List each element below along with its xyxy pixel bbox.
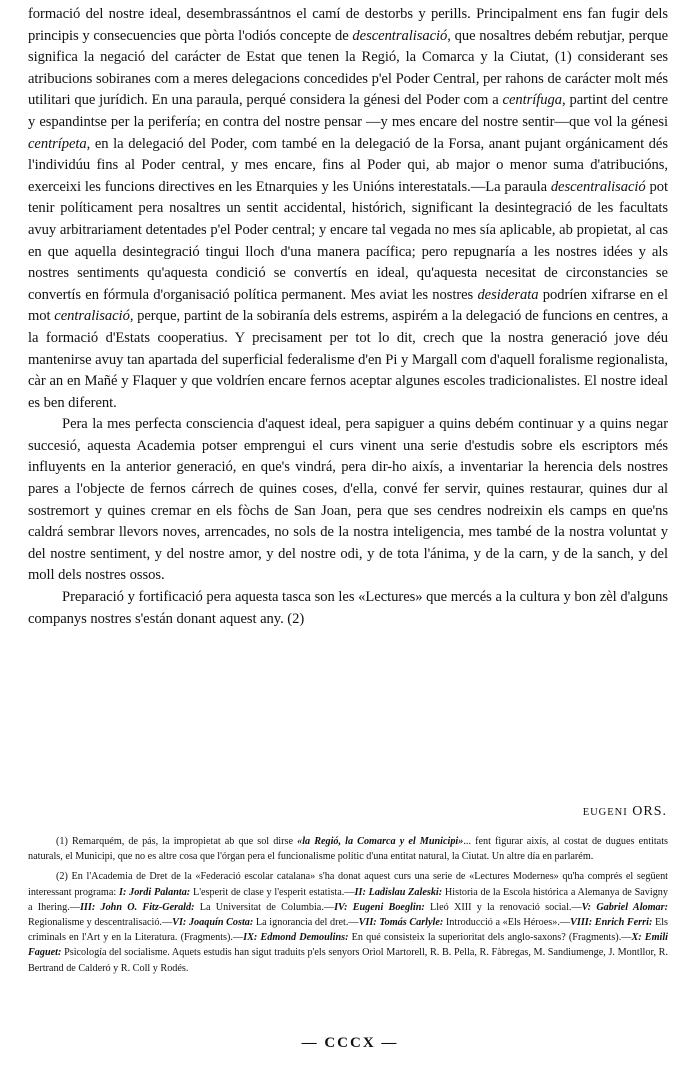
footnotes <box>28 834 668 981</box>
footnote-2: (2) En l'Academia de Dret de la «Federació escolar catalana» s'ha donat aquest curs una serie de «Lectures Modernes» qu'ha comprés el següent interessant programa: I: Jordi Palanta: L'esperit de clase y l'esperit estatista.—II: Ladislau Zaleski: Historia de la Escola histórica a Alemanya de Savigny a Ihering.—III: John O. Fitz-Gerald: La Universitat de Columbia.—IV: Eugeni Boeglin: Lleó XIII y la renovació social.—V: Gabriel Alomar: Regionalisme y descentralisació.—VI: Joaquín Costa: La ignorancia del dret.—VII: Tomás Carlyle: Introducció a «Els Héroes».—VIII: Enrich Ferri: Els criminals en l'Art y en la Literatura. (Fragments).—IX: Edmond Demoulins: En qué consisteix la superioritat dels anglo-saxons? (Fragments).—X: Emili Faguet: Psicología del socialisme. Aquets estudis han sigut traduits p'els senyors Oriol Martorell, R. B. Pella, R. Fàbregas, M. Sandiumenge, J. Montllor, R. Bertrand de Calderó y R. Coll y Rodés. <box>28 871 668 974</box>
page-number: — CCCX — <box>301 1035 399 1051</box>
main-text <box>28 4 668 630</box>
paragraph-1: formació del nostre ideal, desembrassántnos el camí de destorbs y perills. Principalment ens fan fugir dels principis y consecuencies que pòrta l'odiós concepte de descentralisació, que nosaltres debém rebutjar, perque significa la negació del carácter de Estat que tenen la Regió, la Comarca y la Ciutat, (1) considerant ses atribucions sobiranes com a meres delegacions concedides p'el Poder Central, per rahons de carácter molt més utilitari que jurídich. En una paraula, perqué considera la génesi del Poder com a centrífuga, partint del centre y espandintse per la perifería; en contra del nostre pensar —y mes encare del nostre sentir—que vol la génesi centrípeta, en la delegació del Poder, com també en la delegació de la Forsa, anant pujant orgánicament dés l'individúu fins al Poder central, y mes encare, fins al Poder qui, ab major o menor suma d'atribucións, exerceixi les funcions directives en les Etnarquies y les Unións interestatals.—La paraula descentralisació pot tenir políticament pera nosaltres un sentit accidental, histórich, significant la desintegració de les facultats avuy arbitrariament detentades p'el Poder central; y encare tal vegada no mes sía aplicable, ab propietat, al cas en que aquella desintegració tingui lloch d'una manera pacífica; pero repugnaría a les nostres idées y als nostres sentiments qu'aquesta condició se convertís en ideal, qu'aquesta necesitat de circonstancies se convertís en fórmula d'organisació política permanent. Mes aviat les nostres desiderata podríen xifrarse en el mot centralisació, perque, partint de la sobiranía dels estrems, aspirém a la delegació de funcions en centres, a la formació d'Estats cooperatius. Y precisament per tot lo dit, crech que la nostra generació jove déu mantenirse avuy tan apartada del superficial federalisme d'en Pi y Margall com d'aquell foralisme regionalista, càr an en Mañé y Flaquer y que voldríen encare fernos aceptar algunes escoles tradicionalistes. El nostre ideal es ben diferent. <box>28 6 668 411</box>
footnote-1: (1) Remarquém, de pás, la impropietat ab que sol dirse «la Regió, la Comarca y el Municipi»... fent figurar aixís, al costat de dugues entitats naturals, el Municipi, que no es altre cosa que l'órgan pera el funcionalisme polític d'una entitat natural, la Ciutat. Un altre día en parlarém. <box>28 836 668 863</box>
signature-last-name: ORS. <box>632 804 667 819</box>
signature-first-name: EUGENI <box>582 807 628 818</box>
paragraph-2: Pera la mes perfecta consciencia d'aquest ideal, pera sapiguer a quins debém continuar y a quins negar succesió, aquesta Academia potser emprengui el curs vinent una serie d'estudis sobre els escriptors més influyents en la anterior generació, en que's vindrá, pera dir-ho aixís, a inventariar la herencia dels nostres pares a l'objecte de fernos cárrech de quines coses, d'ella, convé fer servir, quines restaurar, quines dur al sostremort y quines cremar en els fòchs de San Joan, pera que ses cendres nodreixin els camps en que'ns caldrá sembrar llevors noves, arrencades, no sols de la nostra inteligencia, mes també de la nostra voluntat y del nostre sentiment, y del nostre amor, y del nostre odi, y de tota l'ánima, y de la carn, y de la sanch, y del moll dels nostres ossos. <box>28 416 668 584</box>
paragraph-3: Preparació y fortificació pera aquesta tasca son les «Lectures» que mercés a la cultura y bon zèl d'alguns companys nostres s'están donant aquest any. (2) <box>28 589 668 627</box>
author-signature <box>0 804 667 820</box>
